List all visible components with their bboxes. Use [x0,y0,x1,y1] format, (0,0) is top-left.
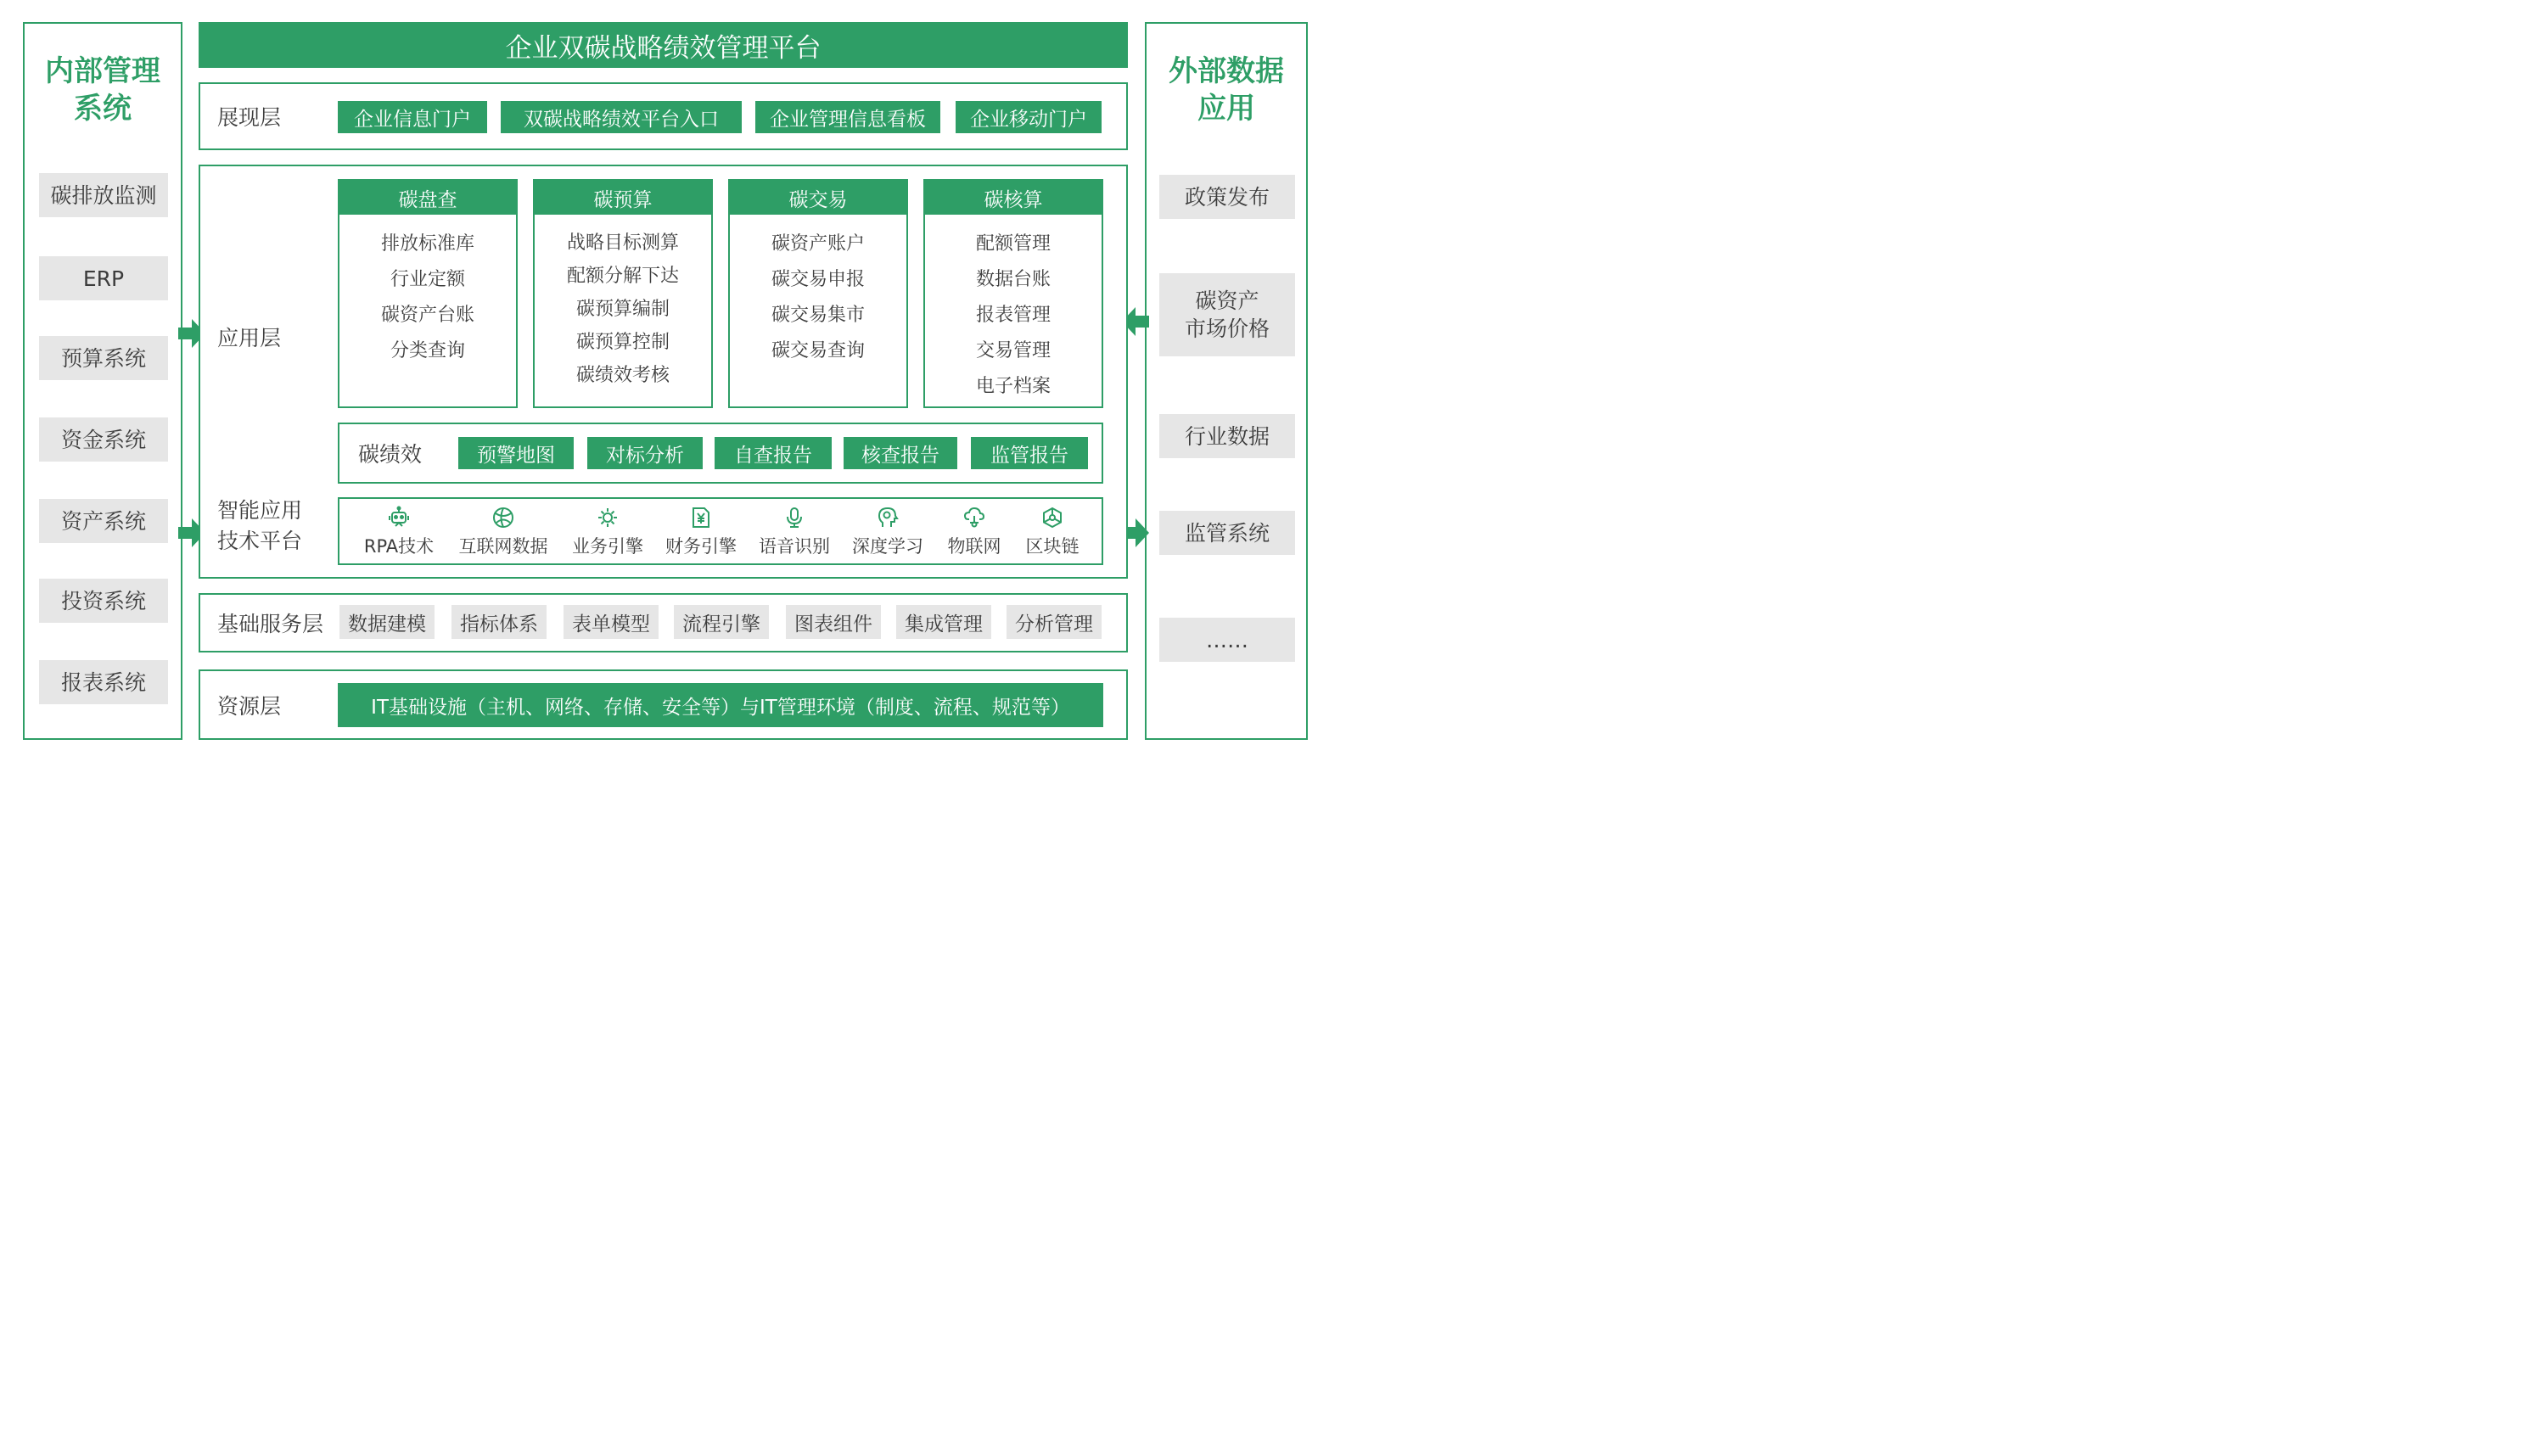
robot-icon [387,506,411,529]
perf-regulatory-report: 监管报告 [971,437,1088,469]
portal-platform-entry: 双碳战略绩效平台入口 [501,101,742,133]
internal-item-erp: ERP [39,256,168,300]
tech-platform-box [338,497,1103,565]
resource-infrastructure: IT基础设施（主机、网络、存储、安全等）与IT管理环境（制度、流程、规范等） [338,683,1103,727]
application-layer [199,165,1128,579]
module-item: 配额分解下达 [566,266,679,287]
module-item: 碳预算编制 [575,299,670,320]
resource-layer [199,669,1128,740]
gear-cycle-icon [596,506,620,529]
carbon-performance-box [338,423,1103,484]
service-analysis-management: 分析管理 [1007,605,1102,639]
module-item: 碳预算控制 [575,332,670,353]
module-title: 碳盘查 [339,181,516,215]
presentation-layer-label: 展现层 [217,105,282,130]
perf-self-check-report: 自查报告 [715,437,832,469]
module-item: 碳交易查询 [771,340,865,361]
platform-title: 企业双碳战略绩效管理平台 [199,22,1128,68]
external-item-more: …… [1159,618,1295,662]
tech-label: 深度学习 [852,536,923,557]
portal-enterprise-info: 企业信息门户 [338,101,487,133]
module-item: 碳资产台账 [380,305,474,326]
module-item: 配额管理 [975,233,1051,255]
external-item-carbon-asset-price: 碳资产 市场价格 [1159,273,1295,356]
module-item: 碳交易申报 [771,269,865,290]
perf-warning-map: 预警地图 [458,437,574,469]
internal-item-asset-system: 资产系统 [39,499,168,543]
service-data-modeling: 数据建模 [339,605,435,639]
carbon-performance-label: 碳绩效 [358,442,423,467]
application-layer-label: 应用层 [217,326,282,350]
resource-layer-label: 资源层 [217,693,282,719]
module-item: 战略目标测算 [566,232,679,254]
module-item: 碳资产账户 [771,233,865,255]
internal-systems-panel [23,22,182,740]
module-item: 交易管理 [975,340,1051,361]
tech-label: 区块链 [1025,536,1080,557]
service-chart-component: 图表组件 [786,605,881,639]
blockchain-icon [1040,506,1064,529]
module-carbon-accounting [923,179,1103,408]
service-indicator-system: 指标体系 [451,605,547,639]
module-carbon-inventory [338,179,518,408]
tech-internet-data [457,506,550,558]
iot-cloud-icon [962,506,986,529]
tech-label: 互联网数据 [458,536,548,557]
tech-finance-engine [659,506,743,558]
module-item: 报表管理 [975,305,1051,326]
globe-icon [491,506,515,529]
module-item: 碳交易集市 [771,305,865,326]
presentation-layer [199,82,1128,150]
internal-item-budget-system: 预算系统 [39,336,168,380]
external-item-policy-release: 政策发布 [1159,175,1295,219]
service-process-engine: 流程引擎 [674,605,769,639]
perf-verification-report: 核查报告 [844,437,957,469]
tech-label: 业务引擎 [572,536,643,557]
module-item: 数据台账 [975,269,1051,290]
internal-item-investment-system: 投资系统 [39,579,168,623]
module-item: 行业定额 [390,269,465,290]
external-data-title: 外部数据 应用 [1169,54,1284,126]
foundation-layer [199,593,1128,652]
module-item: 碳绩效考核 [575,365,670,386]
module-carbon-trading [728,179,908,408]
tech-speech-recognition [752,506,837,558]
module-title: 碳核算 [925,181,1102,215]
external-item-regulatory-system: 监管系统 [1159,511,1295,555]
tech-rpa [356,506,441,558]
portal-management-dashboard: 企业管理信息看板 [755,101,940,133]
tech-label: 财务引擎 [665,536,737,557]
module-item: 分类查询 [390,340,465,361]
internal-systems-title: 内部管理 系统 [45,54,160,126]
module-title: 碳预算 [535,181,711,215]
internal-item-carbon-monitoring: 碳排放监测 [39,173,168,217]
microphone-icon [782,506,806,529]
tech-deep-learning [845,506,930,558]
external-item-industry-data: 行业数据 [1159,414,1295,458]
service-form-model: 表单模型 [564,605,659,639]
brain-head-icon [876,506,900,529]
perf-benchmark-analysis: 对标分析 [587,437,703,469]
tech-blockchain [1010,506,1095,558]
portal-mobile: 企业移动门户 [956,101,1102,133]
tech-label: 物联网 [947,536,1001,557]
service-integration-management: 集成管理 [896,605,991,639]
tech-platform-label: 智能应用 技术平台 [217,498,303,553]
internal-item-fund-system: 资金系统 [39,417,168,462]
module-carbon-budget [533,179,713,408]
tech-iot [932,506,1017,558]
tech-label: 语音识别 [759,536,830,557]
module-item: 电子档案 [975,376,1051,397]
module-title: 碳交易 [730,181,906,215]
tech-business-engine [565,506,650,558]
finance-doc-icon [689,506,713,529]
external-data-panel [1145,22,1308,740]
internal-item-report-system: 报表系统 [39,660,168,704]
module-item: 排放标准库 [380,233,474,255]
tech-label: RPA技术 [363,536,435,557]
foundation-layer-label: 基础服务层 [217,612,324,636]
